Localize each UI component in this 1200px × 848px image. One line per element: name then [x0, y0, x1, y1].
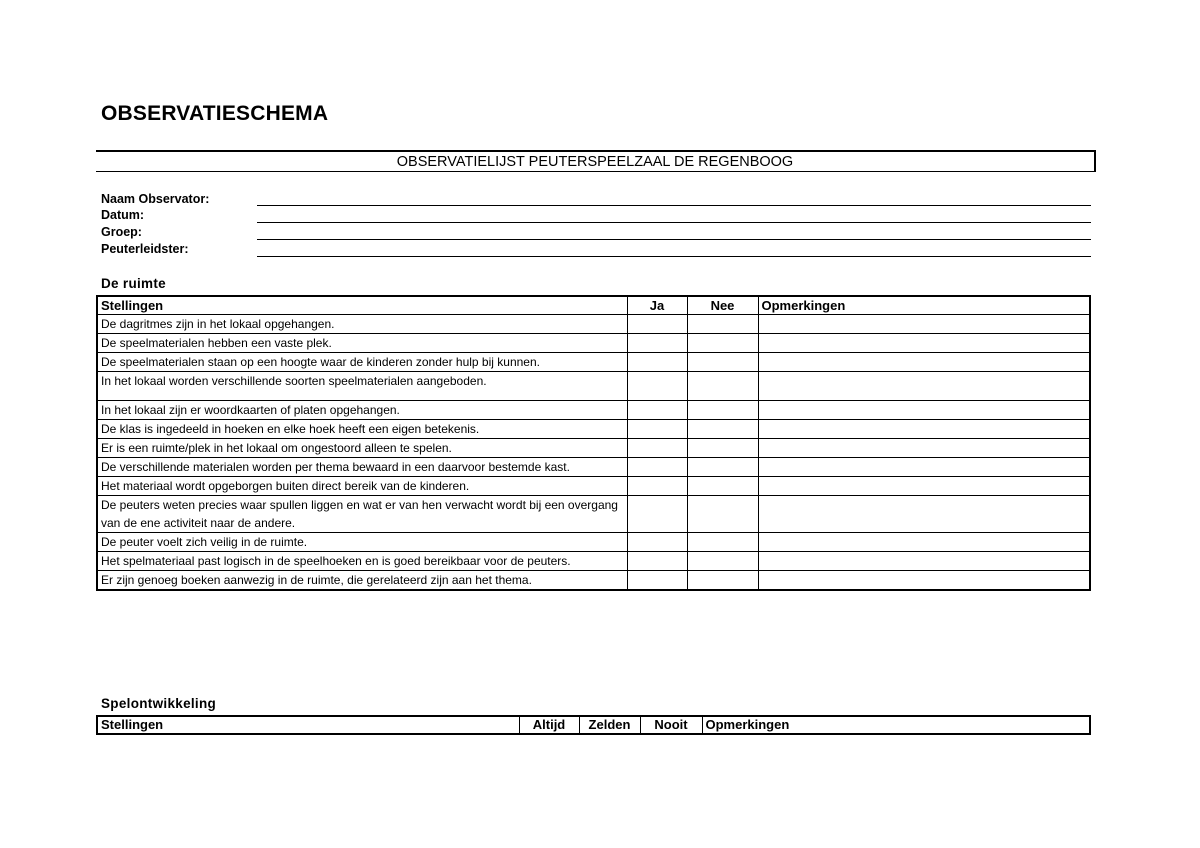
table-row [97, 533, 1090, 552]
table-header [97, 296, 1090, 315]
yes-cell[interactable] [627, 477, 687, 496]
remarks-cell[interactable] [758, 334, 1090, 353]
no-cell[interactable] [687, 477, 758, 496]
table-row [97, 420, 1090, 439]
section-heading-room: De ruimte [101, 276, 166, 291]
list-banner: OBSERVATIELIJST PEUTERSPEELZAAL DE REGENBOOG [96, 150, 1096, 172]
col-remarks: Opmerkingen [702, 716, 1090, 734]
no-cell[interactable] [687, 353, 758, 372]
no-cell[interactable] [687, 420, 758, 439]
col-statements: Stellingen [97, 716, 519, 734]
no-cell[interactable] [687, 334, 758, 353]
col-never: Nooit [640, 716, 702, 734]
statement-cell: Het spelmateriaal past logisch in de speelhoeken en is goed bereikbaar voor de peuters. [97, 552, 627, 571]
col-no: Nee [687, 296, 758, 315]
table-row [97, 439, 1090, 458]
page-title: OBSERVATIESCHEMA [101, 102, 329, 125]
date-label: Datum: [101, 208, 145, 222]
no-cell[interactable] [687, 401, 758, 420]
statement-cell: In het lokaal worden verschillende soorten speelmaterialen aangeboden. [97, 372, 627, 401]
statement-cell: De speelmaterialen staan op een hoogte waar de kinderen zonder hulp bij kunnen. [97, 353, 627, 372]
remarks-cell[interactable] [758, 372, 1090, 401]
group-line[interactable] [257, 239, 1091, 240]
no-cell[interactable] [687, 533, 758, 552]
col-yes: Ja [627, 296, 687, 315]
statement-cell: Er zijn genoeg boeken aanwezig in de ruimte, die gerelateerd zijn aan het thema. [97, 571, 627, 591]
yes-cell[interactable] [627, 439, 687, 458]
table-row [97, 477, 1090, 496]
remarks-cell[interactable] [758, 401, 1090, 420]
teacher-label: Peuterleidster: [101, 242, 189, 256]
observer-name-label: Naam Observator: [101, 192, 210, 206]
table-row [97, 334, 1090, 353]
remarks-cell[interactable] [758, 477, 1090, 496]
section-heading-play: Spelontwikkeling [101, 696, 217, 711]
remarks-cell[interactable] [758, 552, 1090, 571]
yes-cell[interactable] [627, 353, 687, 372]
table-header [97, 716, 1090, 734]
yes-cell[interactable] [627, 533, 687, 552]
remarks-cell[interactable] [758, 439, 1090, 458]
no-cell[interactable] [687, 496, 758, 533]
remarks-cell[interactable] [758, 458, 1090, 477]
no-cell[interactable] [687, 372, 758, 401]
yes-cell[interactable] [627, 315, 687, 334]
remarks-cell[interactable] [758, 353, 1090, 372]
no-cell[interactable] [687, 571, 758, 591]
statement-cell: De peuter voelt zich veilig in de ruimte. [97, 533, 627, 552]
col-rarely: Zelden [579, 716, 640, 734]
group-label: Groep: [101, 225, 142, 239]
statement-cell: Er is een ruimte/plek in het lokaal om ongestoord alleen te spelen. [97, 439, 627, 458]
no-cell[interactable] [687, 439, 758, 458]
remarks-cell[interactable] [758, 315, 1090, 334]
col-remarks: Opmerkingen [758, 296, 1090, 315]
yes-cell[interactable] [627, 420, 687, 439]
table-row [97, 552, 1090, 571]
statement-cell: De speelmaterialen hebben een vaste plek. [97, 334, 627, 353]
remarks-cell[interactable] [758, 496, 1090, 533]
date-line[interactable] [257, 222, 1091, 223]
statement-cell: In het lokaal zijn er woordkaarten of platen opgehangen. [97, 401, 627, 420]
observer-name-line[interactable] [257, 205, 1091, 206]
no-cell[interactable] [687, 458, 758, 477]
room-table [96, 295, 1091, 591]
yes-cell[interactable] [627, 401, 687, 420]
yes-cell[interactable] [627, 552, 687, 571]
table-row [97, 353, 1090, 372]
table-row [97, 571, 1090, 591]
table-row [97, 315, 1090, 334]
statement-cell: De verschillende materialen worden per thema bewaard in een daarvoor bestemde kast. [97, 458, 627, 477]
yes-cell[interactable] [627, 458, 687, 477]
table-row [97, 458, 1090, 477]
yes-cell[interactable] [627, 334, 687, 353]
col-statements: Stellingen [97, 296, 627, 315]
statement-cell: Het materiaal wordt opgeborgen buiten direct bereik van de kinderen. [97, 477, 627, 496]
statement-cell: De klas is ingedeeld in hoeken en elke hoek heeft een eigen betekenis. [97, 420, 627, 439]
table-row [97, 372, 1090, 401]
table-row [97, 496, 1090, 533]
yes-cell[interactable] [627, 496, 687, 533]
remarks-cell[interactable] [758, 533, 1090, 552]
no-cell[interactable] [687, 552, 758, 571]
statement-cell: De peuters weten precies waar spullen liggen en wat er van hen verwacht wordt bij een overgang van de ene activiteit naar de andere. [97, 496, 627, 533]
yes-cell[interactable] [627, 372, 687, 401]
statement-cell: De dagritmes zijn in het lokaal opgehangen. [97, 315, 627, 334]
col-always: Altijd [519, 716, 579, 734]
remarks-cell[interactable] [758, 420, 1090, 439]
yes-cell[interactable] [627, 571, 687, 591]
no-cell[interactable] [687, 315, 758, 334]
remarks-cell[interactable] [758, 571, 1090, 591]
play-table [96, 715, 1091, 735]
teacher-line[interactable] [257, 256, 1091, 257]
table-row [97, 401, 1090, 420]
